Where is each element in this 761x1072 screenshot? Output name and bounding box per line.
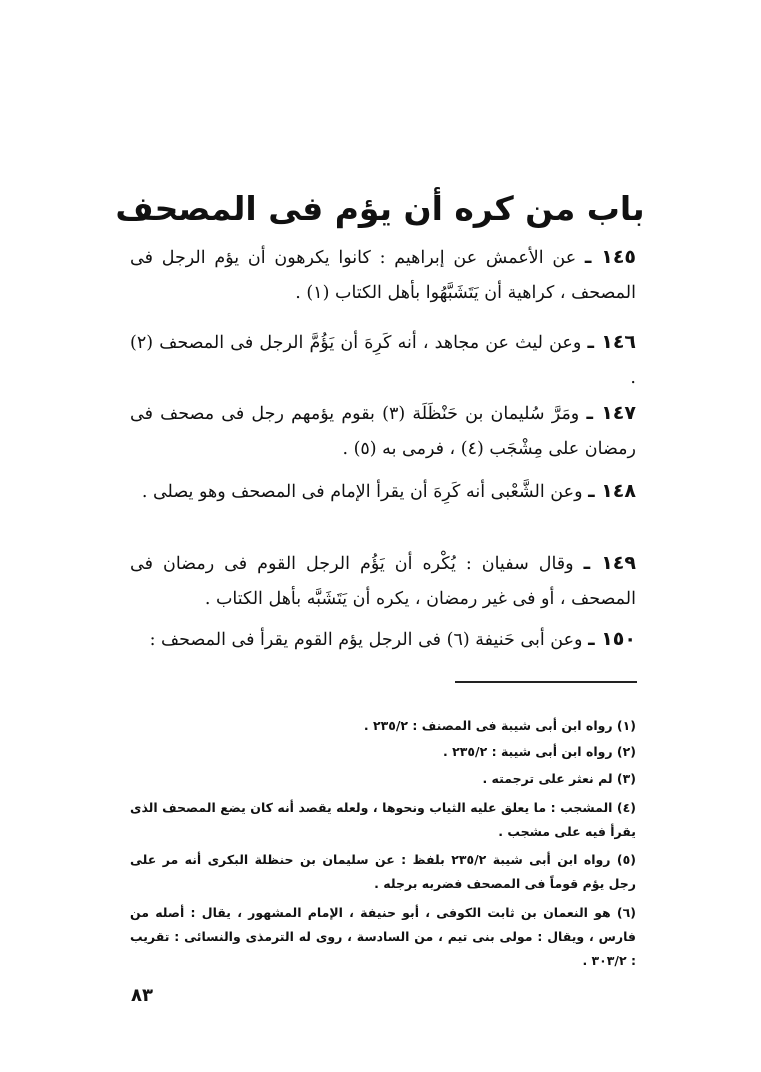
paragraph-text: عن الأعمش عن إبراهيم : كانوا يكرهون أن يؤم الرجل فى المصحف ، كراهية أن يَتَشَبَّهُوا بأهل الكتاب (١) . (130, 248, 636, 303)
paragraph-number: ١٥٠ ـ (588, 628, 636, 650)
page-number: ٨٣ (131, 985, 153, 1006)
paragraph-149 (130, 546, 636, 617)
chapter-title: باب من كره أن يؤم فى المصحف (115, 189, 645, 228)
footnote-5: (٥) رواه ابن أبى شيبة ٢٣٥/٢ بلفظ : عن سليمان بن حنظلة البكرى أنه مر على رجل يؤم قوماً فى المصحف فضربه برجله . (130, 852, 636, 891)
footnote-1: (١) رواه ابن أبى شيبة فى المصنف : ٢٣٥/٢ . (363, 718, 636, 733)
paragraph-text: وعن الشَّعْبى أنه كَرِهَ أن يقرأ الإمام فى المصحف وهو يصلى . (141, 482, 583, 502)
paragraph-148 (130, 474, 636, 510)
paragraph-150 (130, 622, 636, 658)
paragraph-147 (130, 396, 636, 467)
paragraph-text: ومَرَّ سُليمان بن حَنْظَلَة (٣) بقوم يؤمهم رجل فى مصحف فى رمضان على مِشْجَب (٤) ، فرمى به (٥) . (130, 404, 636, 459)
footnote-4: (٤) المشجب : ما يعلق عليه الثياب ونحوها ، ولعله يقصد أنه كان يضع المصحف الذى يقرأ فيه على مشجب . (130, 800, 636, 839)
paragraph-number: ١٤٧ ـ (586, 402, 636, 424)
paragraph-number: ١٤٥ ـ (584, 246, 637, 268)
footnote-2: (٢) رواه ابن أبى شيبة : ٢٣٥/٢ . (443, 744, 636, 759)
paragraph-text: وعن أبى حَنيفة (٦) فى الرجل يؤم القوم يقرأ فى المصحف : (149, 630, 583, 650)
paragraph-146 (130, 325, 636, 396)
paragraph-text: وقال سفيان : يُكْره أن يَؤُم الرجل القوم فى رمضان فى المصحف ، أو فى غير رمضان ، يكره أن يَتَشَبَّه بأهل الكتاب . (130, 554, 636, 609)
paragraph-number: ١٤٨ ـ (588, 480, 636, 502)
paragraph-145 (130, 240, 636, 311)
paragraph-text: وعن ليث عن مجاهد ، أنه كَرِهَ أن يَؤُمَّ الرجل فى المصحف (٢) . (130, 333, 636, 388)
paragraph-number: ١٤٦ ـ (587, 331, 637, 353)
footnote-3: (٣) لم نعثر على ترجمته . (482, 771, 636, 786)
footnote-divider (455, 681, 637, 683)
paragraph-number: ١٤٩ ـ (583, 552, 636, 574)
footnote-6: (٦) هو النعمان بن ثابت الكوفى ، أبو حنيفة ، الإمام المشهور ، يقال : أصله من فارس ، ويقال : مولى بنى تيم ، من السادسة ، روى له الترمذى والنسائى : تقريب : ٣٠٣/٢ . (130, 905, 636, 968)
